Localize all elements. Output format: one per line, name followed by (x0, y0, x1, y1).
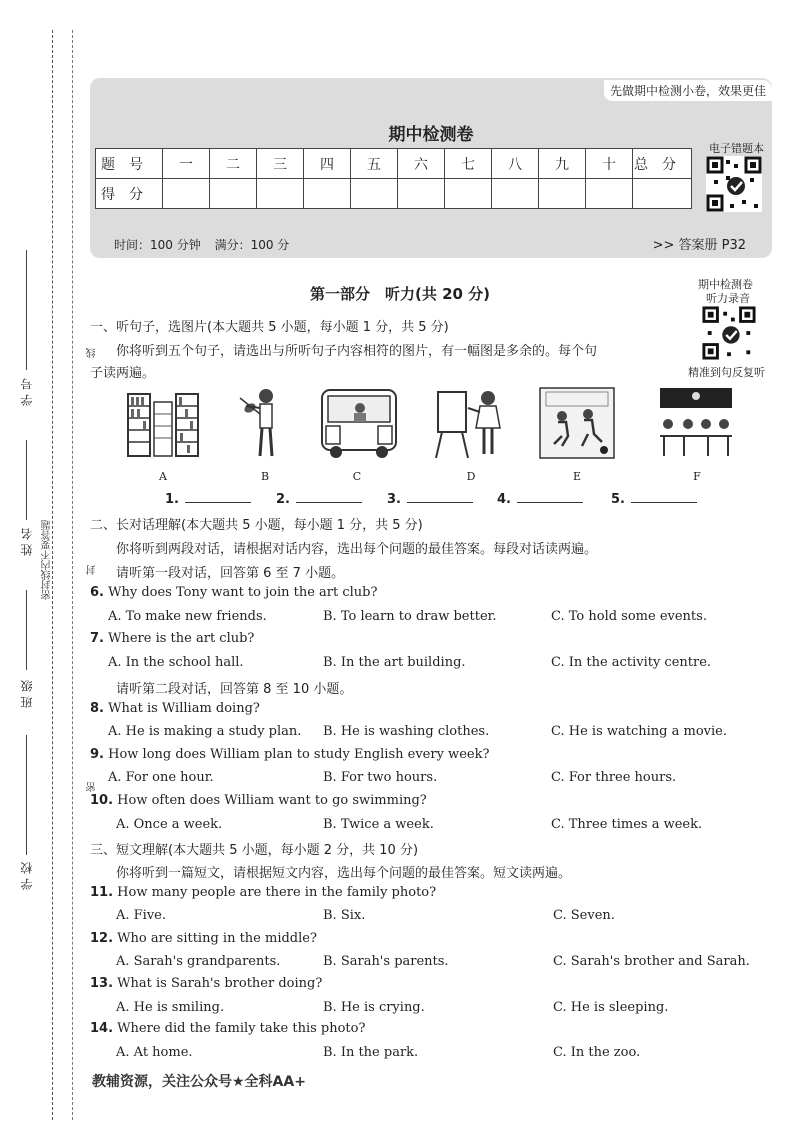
listening-qr-label-1: 期中检测卷 (698, 278, 753, 291)
answer-number: 1. (165, 492, 179, 507)
answer-blank-5[interactable] (611, 492, 697, 507)
answer-blank-2[interactable] (276, 492, 362, 507)
question-12 (90, 931, 317, 946)
question-text: Who are sitting in the middle? (117, 931, 317, 946)
qr-code-icon[interactable] (706, 156, 762, 212)
question-number: 14. (90, 1021, 114, 1036)
q6-option-a[interactable]: A. To make new friends. (108, 609, 267, 624)
question-8 (90, 701, 260, 716)
q11-option-b[interactable]: B. Six. (323, 908, 366, 923)
score-col-total: 总分 (633, 149, 692, 179)
question-number: 12. (90, 931, 114, 946)
question-text: How long does William plan to study English every week? (108, 747, 490, 762)
classroom-students-icon (654, 384, 738, 462)
score-cell[interactable] (210, 179, 257, 209)
picture-label-d: D (466, 470, 476, 483)
q9-option-b[interactable]: B. For two hours. (323, 770, 438, 785)
answer-blank-1[interactable] (165, 492, 251, 507)
answer-reference: >> 答案册 P32 (652, 238, 746, 253)
question-number: 9. (90, 747, 104, 762)
score-col-10: 十 (586, 149, 633, 179)
q8-option-c[interactable]: C. He is watching a movie. (551, 724, 727, 739)
score-cell[interactable] (445, 179, 492, 209)
dialog1-intro: 请听第一段对话，回答第 6 至 7 小题。 (116, 566, 345, 581)
score-cell[interactable] (163, 179, 210, 209)
score-row-label-score: 得分 (96, 179, 163, 209)
question-9 (90, 747, 489, 762)
section3-heading: 三、短文理解(本大题共 5 小题，每小题 2 分，共 10 分) (90, 843, 419, 858)
binding-mark-secret: 密 (87, 782, 98, 792)
bus-with-driver-icon (318, 384, 400, 462)
q13-option-c[interactable]: C. He is sleeping. (553, 1000, 669, 1015)
question-text: How often does William want to go swimming? (117, 793, 427, 808)
binding-notice: 密封线内不要答题 (42, 520, 53, 600)
section1-instruction-1: 你将听到五个句子，请选出与所听句子内容相符的图片，有一幅图是多余的。每个句 (116, 344, 598, 359)
exam-header-panel (90, 78, 772, 258)
score-col-7: 七 (445, 149, 492, 179)
exam-title: 期中检测卷 (388, 125, 474, 145)
name-line (26, 440, 27, 520)
exam-meta (114, 236, 289, 253)
boy-playing-violin-icon (226, 384, 304, 462)
score-col-2: 二 (210, 149, 257, 179)
score-col-5: 五 (351, 149, 398, 179)
answer-number: 2. (276, 492, 290, 507)
score-table-row-number (96, 149, 692, 179)
binding-dashed-line-inner (72, 30, 73, 1120)
question-13 (90, 976, 322, 991)
question-number: 13. (90, 976, 114, 991)
section2-heading: 二、长对话理解(本大题共 5 小题，每小题 1 分，共 5 分) (90, 518, 423, 533)
section2-instruction: 你将听到两段对话，请根据对话内容，选出每个问题的最佳答案。每段对话读两遍。 (116, 542, 598, 557)
q7-option-c[interactable]: C. In the activity centre. (551, 655, 712, 670)
picture-label-a: A (159, 470, 167, 483)
bookshelf-library-icon (124, 384, 202, 462)
picture-label-c: C (352, 470, 362, 483)
q8-option-b[interactable]: B. He is washing clothes. (323, 724, 490, 739)
q7-option-a[interactable]: A. In the school hall. (108, 655, 244, 670)
question-number: 7. (90, 631, 104, 646)
question-number: 8. (90, 701, 104, 716)
question-10 (90, 793, 427, 808)
q14-option-c[interactable]: C. In the zoo. (553, 1045, 641, 1060)
q9-option-c[interactable]: C. For three hours. (551, 770, 677, 785)
footer-watermark: 教辅资源，关注公众号★全科AA+ (92, 1074, 306, 1090)
picture-label-e: E (572, 470, 582, 483)
listening-qr-code-icon[interactable] (702, 306, 756, 360)
question-6 (90, 585, 377, 600)
picture-label-b: B (260, 470, 270, 483)
listening-qr-caption: 精准到句反复听 (688, 366, 765, 379)
question-text: Where did the family take this photo? (117, 1021, 366, 1036)
score-cell[interactable] (351, 179, 398, 209)
section1-instruction-2: 子读两遍。 (90, 366, 156, 381)
student-no-label: 学 号 (20, 378, 34, 406)
listening-qr-label-2: 听力录音 (706, 292, 750, 305)
score-cell[interactable] (539, 179, 586, 209)
question-text: Why does Tony want to join the art club? (108, 585, 378, 600)
score-cell[interactable] (586, 179, 633, 209)
score-cell[interactable] (633, 179, 692, 209)
exam-full-score: 满分：100 分 (214, 238, 290, 252)
score-cell[interactable] (398, 179, 445, 209)
score-col-9: 九 (539, 149, 586, 179)
question-14 (90, 1021, 365, 1036)
binding-mark-seal: 封 (87, 565, 98, 575)
q13-option-b[interactable]: B. He is crying. (323, 1000, 425, 1015)
q11-option-a[interactable]: A. Five. (116, 908, 167, 923)
q10-option-a[interactable]: A. Once a week. (116, 817, 223, 832)
class-line (26, 590, 27, 670)
picture-label-f: F (693, 470, 701, 483)
score-col-8: 八 (492, 149, 539, 179)
score-table-row-score (96, 179, 692, 209)
q7-option-b[interactable]: B. In the art building. (323, 655, 466, 670)
question-text: What is William doing? (108, 701, 260, 716)
score-col-4: 四 (304, 149, 351, 179)
section3-instruction: 你将听到一篇短文，请根据短文内容，选出每个问题的最佳答案。短文读两遍。 (116, 866, 572, 881)
exam-time: 时间：100 分钟 (114, 238, 201, 252)
q14-option-a[interactable]: A. At home. (116, 1045, 193, 1060)
q8-option-a[interactable]: A. He is making a study plan. (108, 724, 302, 739)
answer-number: 5. (611, 492, 625, 507)
answer-number: 3. (387, 492, 401, 507)
question-11 (90, 885, 436, 900)
student-no-line (26, 250, 27, 370)
part1-title: 第一部分 听力(共 20 分) (309, 285, 491, 303)
name-label: 姓 名 (20, 528, 34, 556)
q6-option-b[interactable]: B. To learn to draw better. (323, 609, 497, 624)
tagline: 先做期中检测小卷，效果更佳 (604, 80, 772, 101)
question-number: 6. (90, 585, 104, 600)
answer-blank-3[interactable] (387, 492, 473, 507)
q14-option-b[interactable]: B. In the park. (323, 1045, 419, 1060)
score-cell[interactable] (492, 179, 539, 209)
q6-option-c[interactable]: C. To hold some events. (551, 609, 707, 624)
q12-option-b[interactable]: B. Sarah's parents. (323, 954, 449, 969)
score-col-3: 三 (257, 149, 304, 179)
score-row-label-number: 题号 (96, 149, 163, 179)
q10-option-b[interactable]: B. Twice a week. (323, 817, 434, 832)
q11-option-c[interactable]: C. Seven. (553, 908, 615, 923)
score-col-1: 一 (163, 149, 210, 179)
answer-blank-4[interactable] (497, 492, 583, 507)
question-text: What is Sarah's brother doing? (117, 976, 323, 991)
girl-painting-easel-icon (432, 384, 510, 462)
question-text: How many people are there in the family photo? (117, 885, 437, 900)
school-line (26, 735, 27, 855)
q10-option-c[interactable]: C. Three times a week. (551, 817, 703, 832)
school-label: 学 校 (20, 862, 34, 890)
q9-option-a[interactable]: A. For one hour. (108, 770, 214, 785)
qr-label-error-book: 电子错题本 (709, 142, 764, 155)
binding-mark-line: 线 (87, 348, 98, 358)
question-number: 11. (90, 885, 114, 900)
score-col-6: 六 (398, 149, 445, 179)
question-7 (90, 631, 254, 646)
section1-heading: 一、听句子，选图片(本大题共 5 小题，每小题 1 分，共 5 分) (90, 320, 449, 335)
question-number: 10. (90, 793, 114, 808)
score-cell[interactable] (304, 179, 351, 209)
score-cell[interactable] (257, 179, 304, 209)
boys-playing-football-icon (538, 384, 616, 462)
score-table (95, 148, 692, 209)
dialog2-intro: 请听第二段对话，回答第 8 至 10 小题。 (116, 682, 353, 697)
q12-option-a[interactable]: A. Sarah's grandparents. (116, 954, 281, 969)
answer-number: 4. (497, 492, 511, 507)
q13-option-a[interactable]: A. He is smiling. (116, 1000, 225, 1015)
q12-option-c[interactable]: C. Sarah's brother and Sarah. (553, 954, 750, 969)
class-label: 班 级 (20, 680, 34, 708)
question-text: Where is the art club? (108, 631, 255, 646)
